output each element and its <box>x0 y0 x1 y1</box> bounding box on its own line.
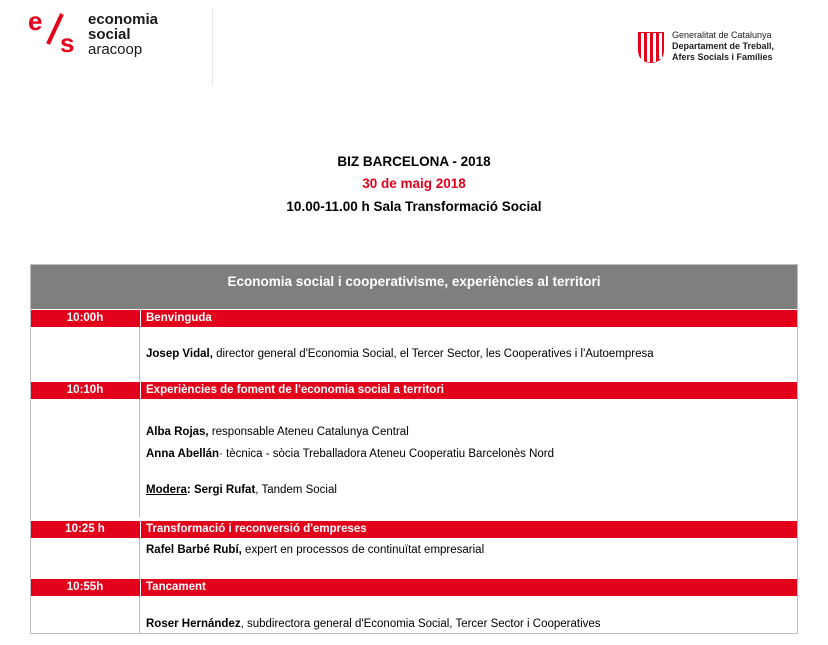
column-divider <box>139 596 140 633</box>
speaker-line: Josep Vidal, director general d'Economia Social, el Tercer Sector, les Cooperatives i l'Autoempresa <box>146 348 654 360</box>
speaker-line: Roser Hernández, subdirectora general d'Economia Social, Tercer Sector i Cooperatives <box>146 618 601 630</box>
schedule-row-1010 <box>31 382 797 399</box>
row-time: 10:00h <box>66 312 104 324</box>
generalitat-text <box>672 30 774 63</box>
logo-line-economia: economia <box>88 11 159 28</box>
logo-divider <box>212 8 213 86</box>
row-separator <box>140 579 141 596</box>
schedule-row-1000 <box>31 310 797 327</box>
column-divider <box>139 399 140 517</box>
row-time: 10:10h <box>66 384 104 396</box>
generalitat-shield-icon <box>636 30 666 64</box>
row-label: Benvinguda <box>146 312 212 324</box>
svg-text:e: e <box>28 8 43 36</box>
programme-table <box>30 264 798 634</box>
es-logo-text <box>88 12 158 57</box>
schedule-row-1025 <box>31 521 797 538</box>
moderator-line: Modera: Sergi Rufat, Tandem Social <box>146 484 337 496</box>
row-separator <box>140 310 141 327</box>
es-logo-mark <box>26 8 88 60</box>
row-separator <box>140 382 141 399</box>
session-time: 10.00-11.00 h Sala Transformació Social <box>286 199 542 214</box>
economia-social-logo <box>26 8 186 78</box>
table-title: Economia social i cooperativisme, experiències al territori <box>31 265 797 309</box>
row-label: Transformació i reconversió d'empreses <box>146 523 367 535</box>
generalitat-logo <box>636 28 816 72</box>
speaker-line: Rafel Barbé Rubí, expert en processos de continuïtat empresarial <box>146 544 485 556</box>
gen-line-3: Afers Socials i Famílies <box>672 52 773 62</box>
event-title: BIZ BARCELONA - 2018 <box>337 154 491 169</box>
row-separator <box>140 521 141 538</box>
event-date: 30 de maig 2018 <box>362 176 466 191</box>
logo-line-aracoop: aracoop <box>88 41 143 58</box>
row-label: Experiències de foment de l'economia social a territori <box>146 384 445 396</box>
row-time: 10:55h <box>66 581 104 593</box>
speaker-line: Anna Abellán· tècnica - sòcia Treballadora Ateneu Cooperatiu Barcelonès Nord <box>146 448 555 460</box>
speaker-line: Alba Rojas, responsable Ateneu Catalunya Central <box>146 426 409 438</box>
gen-line-2: Departament de Treball, <box>672 41 775 51</box>
column-divider <box>139 327 140 381</box>
svg-text:s: s <box>60 28 75 58</box>
schedule-row-1055 <box>31 579 797 596</box>
row-label: Tancament <box>146 581 206 593</box>
row-time: 10:25 h <box>65 523 105 535</box>
logo-line-social: social <box>88 26 131 43</box>
column-divider <box>139 538 140 578</box>
gen-line-1: Generalitat de Catalunya <box>672 30 772 40</box>
